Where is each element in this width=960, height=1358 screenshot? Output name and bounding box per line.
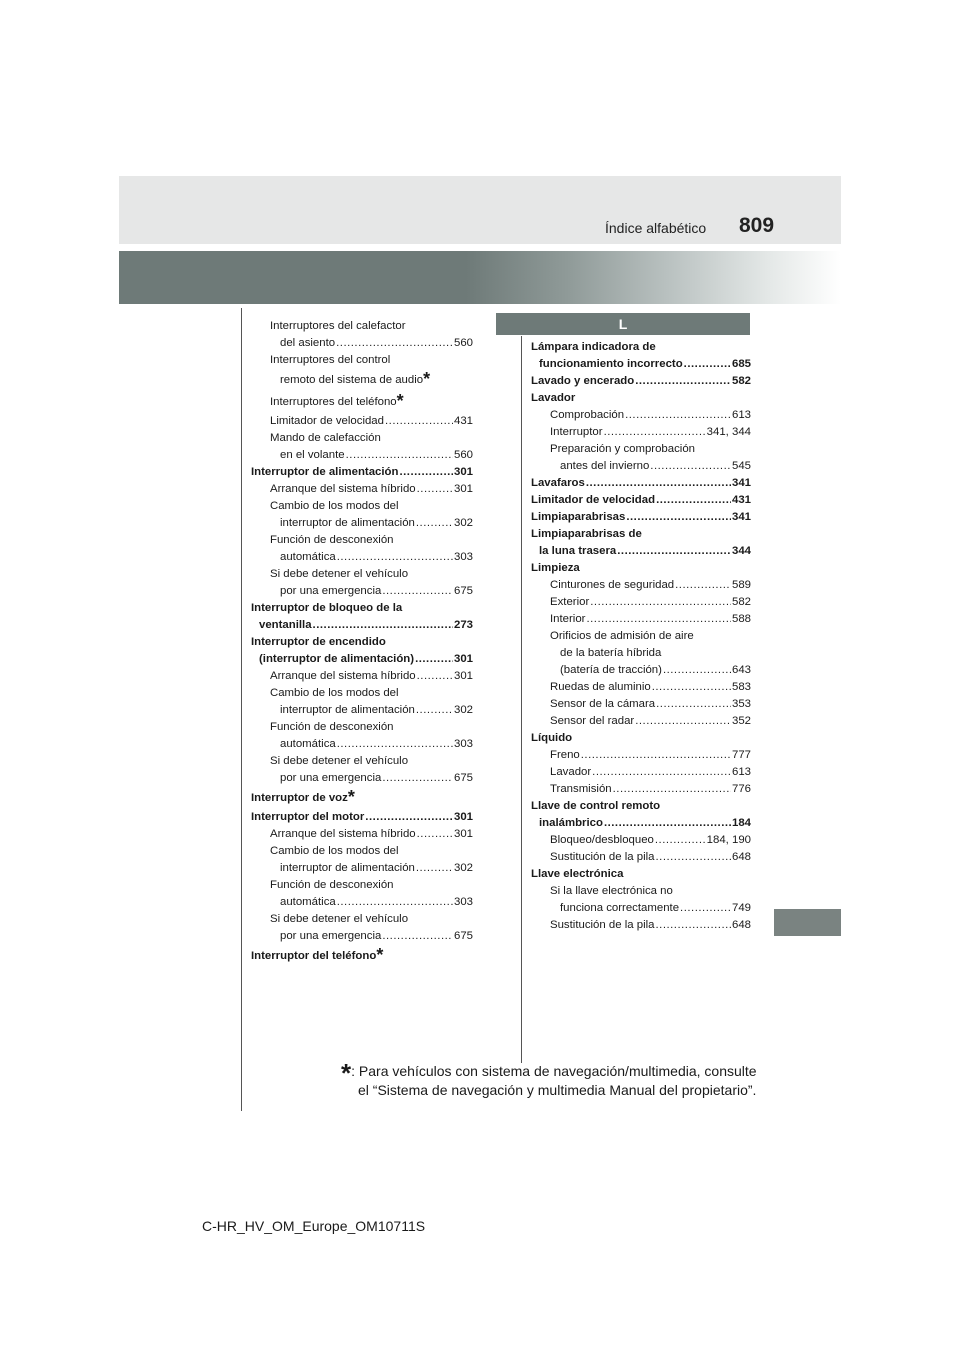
index-entry-text: Bloqueo/desbloqueo	[550, 834, 654, 846]
index-entry	[251, 668, 473, 685]
index-entry	[531, 849, 751, 866]
index-entry-text: de la batería híbrida	[560, 647, 662, 659]
index-entry-page: 589	[731, 579, 751, 591]
index-entry-text: Transmisión	[550, 783, 612, 795]
index-entry	[531, 662, 751, 679]
index-entry	[531, 883, 751, 900]
index-entry-page: 431	[453, 415, 473, 427]
document-code: C-HR_HV_OM_Europe_OM10711S	[202, 1218, 426, 1234]
index-entry	[251, 894, 473, 911]
index-entry-page: 583	[731, 681, 751, 693]
section-banner	[119, 251, 841, 304]
dot-leader	[416, 860, 453, 877]
index-entry-page: 643	[731, 664, 751, 676]
index-entry-text: funcionamiento incorrecto	[539, 358, 683, 370]
index-entry-page: 301	[453, 483, 473, 495]
footnote-star: *	[341, 1058, 352, 1088]
index-entry-page: 341	[731, 511, 751, 523]
index-entry	[251, 566, 473, 583]
dot-leader	[604, 424, 706, 441]
index-entry	[531, 764, 751, 781]
index-entry	[251, 651, 473, 668]
index-entry-text: (batería de tracción)	[560, 664, 662, 676]
index-entry	[251, 634, 473, 651]
dot-leader	[417, 826, 453, 843]
index-entry-text: Sustitución de la pila	[550, 919, 655, 931]
index-entry	[531, 356, 751, 373]
index-entry-text: Exterior	[550, 596, 590, 608]
index-entry	[531, 679, 751, 696]
dot-leader	[337, 736, 453, 753]
dot-leader	[382, 583, 453, 600]
index-entry-text: Sensor de la cámara	[550, 698, 656, 710]
index-entry-text: Lámpara indicadora de	[531, 341, 656, 353]
index-entry	[251, 515, 473, 532]
index-entry-text: Lavador	[550, 766, 592, 778]
index-entry-text: Lavador	[531, 392, 576, 404]
dot-leader	[655, 849, 731, 866]
dot-leader	[635, 373, 731, 390]
index-entry-text: (interruptor de alimentación)	[259, 653, 415, 665]
dot-leader	[581, 747, 731, 764]
index-entry	[251, 860, 473, 877]
index-entry	[531, 628, 751, 645]
index-entry	[251, 335, 473, 352]
index-entry-text: funciona correctamente	[560, 902, 680, 914]
index-entry-text: Si debe detener el vehículo	[270, 568, 409, 580]
index-entry-text: Arranque del sistema híbrido	[270, 483, 416, 495]
index-entry-page: 613	[731, 766, 751, 778]
dot-leader	[337, 894, 453, 911]
left-divider	[241, 308, 242, 1111]
index-entry-page: 184	[731, 817, 751, 829]
index-entry-page: 560	[453, 449, 473, 461]
index-entry-text: Llave de control remoto	[531, 800, 661, 812]
index-entry-page: 341, 344	[706, 426, 751, 438]
dot-leader	[346, 447, 453, 464]
footnote	[341, 1058, 757, 1100]
index-entry-text: automática	[280, 896, 336, 908]
dot-leader	[650, 458, 731, 475]
index-entry-text: Interruptor de alimentación	[251, 466, 399, 478]
index-entry-page: 301	[453, 670, 473, 682]
index-entry	[251, 736, 473, 753]
index-entry	[531, 611, 751, 628]
dot-leader	[313, 617, 453, 634]
index-entry-text: Función de desconexión	[270, 721, 394, 733]
index-entry	[531, 407, 751, 424]
index-entry-text: Cambio de los modos del	[270, 500, 399, 512]
index-entry	[251, 481, 473, 498]
index-entry	[251, 532, 473, 549]
left-index-column	[251, 318, 473, 967]
index-entry	[531, 594, 751, 611]
thumb-index-tab	[774, 909, 841, 936]
index-entry-page: 303	[453, 896, 473, 908]
dot-leader	[382, 928, 453, 945]
dot-leader	[415, 651, 453, 668]
index-entry	[531, 424, 751, 441]
dot-leader	[613, 781, 731, 798]
index-entry	[531, 475, 751, 492]
right-index-column	[531, 339, 751, 934]
index-entry-page: 648	[731, 919, 751, 931]
section-letter-header: L	[496, 313, 750, 335]
dot-leader	[652, 679, 731, 696]
index-entry-page: 353	[731, 698, 751, 710]
index-entry	[531, 781, 751, 798]
index-entry-text: Interruptor de encendido	[251, 636, 386, 648]
index-entry	[531, 815, 751, 832]
index-entry-text: Limpieza	[531, 562, 580, 574]
index-entry-page: 777	[731, 749, 751, 761]
index-entry	[531, 747, 751, 764]
dot-leader	[337, 549, 453, 566]
index-entry-text: Limpiaparabrisas de	[531, 528, 642, 540]
dot-leader	[656, 492, 731, 509]
index-entry-text: la luna trasera	[539, 545, 617, 557]
dot-leader	[399, 464, 453, 481]
index-entry-text: Función de desconexión	[270, 879, 394, 891]
index-entry	[531, 713, 751, 730]
index-entry-text: Lavado y encerado	[531, 375, 635, 387]
index-entry-page: 582	[731, 596, 751, 608]
dot-leader	[675, 577, 731, 594]
footnote-marker: *	[396, 391, 404, 411]
index-entry-text: Sustitución de la pila	[550, 851, 655, 863]
index-entry-text: Cinturones de seguridad	[550, 579, 675, 591]
index-entry-text: automática	[280, 551, 336, 563]
index-entry-page: 675	[453, 930, 473, 942]
index-entry	[251, 843, 473, 860]
index-entry-text: Llave electrónica	[531, 868, 624, 880]
index-entry-page: 341	[731, 477, 751, 489]
index-entry-text: Líquido	[531, 732, 573, 744]
index-entry-text: Cambio de los modos del	[270, 687, 399, 699]
index-entry-text: Si debe detener el vehículo	[270, 755, 409, 767]
dot-leader	[617, 543, 731, 560]
index-entry	[251, 685, 473, 702]
index-entry	[531, 390, 751, 407]
index-entry-text: Interior	[550, 613, 586, 625]
index-entry	[251, 318, 473, 335]
header-title: Índice alfabético	[605, 220, 707, 236]
index-entry	[251, 719, 473, 736]
index-entry	[251, 753, 473, 770]
index-entry-page: 431	[731, 494, 751, 506]
index-entry-page: 302	[453, 862, 473, 874]
index-entry-text: automática	[280, 738, 336, 750]
footnote-line-1: *: Para vehículos con sistema de navegación/multimedia, consulte	[341, 1058, 757, 1088]
footnote-marker: *	[423, 369, 431, 389]
index-entry	[531, 560, 751, 577]
index-entry-text: Lavafaros	[531, 477, 585, 489]
index-entry	[531, 339, 751, 356]
index-entry-page: 301	[453, 653, 473, 665]
index-entry	[251, 464, 473, 481]
dot-leader	[382, 770, 453, 787]
dot-leader	[586, 611, 731, 628]
index-entry-text: Interruptores del calefactor	[270, 320, 406, 332]
index-entry	[531, 458, 751, 475]
index-entry-text: Interruptor de voz	[251, 792, 348, 804]
index-entry-text: Limpiaparabrisas	[531, 511, 626, 523]
index-entry-text: Interruptores del control	[270, 354, 391, 366]
index-entry	[531, 577, 751, 594]
index-entry	[251, 928, 473, 945]
index-entry	[251, 617, 473, 634]
dot-leader	[663, 662, 731, 679]
index-entry-page: 301	[453, 466, 473, 478]
index-entry-text: Comprobación	[550, 409, 625, 421]
dot-leader	[586, 475, 731, 492]
dot-leader	[417, 481, 453, 498]
index-entry-page: 648	[731, 851, 751, 863]
index-entry	[531, 543, 751, 560]
index-entry	[531, 798, 751, 815]
index-entry-text: del asiento	[280, 337, 336, 349]
index-entry-page: 303	[453, 738, 473, 750]
index-entry-page: 273	[453, 619, 473, 631]
index-entry-page: 302	[453, 517, 473, 529]
index-entry	[251, 770, 473, 787]
index-entry-page: 685	[731, 358, 751, 370]
index-entry	[251, 413, 473, 430]
dot-leader	[385, 413, 453, 430]
index-entry	[531, 441, 751, 458]
index-entry	[251, 877, 473, 894]
index-entry	[251, 583, 473, 600]
index-entry-text: Arranque del sistema híbrido	[270, 670, 416, 682]
index-entry-text: Interruptor del motor	[251, 811, 365, 823]
index-entry-text: Si la llave electrónica no	[550, 885, 673, 897]
index-entry	[251, 702, 473, 719]
dot-leader	[625, 407, 731, 424]
index-entry-text: Limitador de velocidad	[531, 494, 656, 506]
index-entry	[251, 809, 473, 826]
index-entry	[251, 352, 473, 369]
index-entry-page: 302	[453, 704, 473, 716]
dot-leader	[626, 509, 731, 526]
index-entry-text: interruptor de alimentación	[280, 704, 415, 716]
footnote-line-2: el “Sistema de navegación y multimedia Manual del propietario”.	[358, 1082, 757, 1098]
index-entry	[531, 900, 751, 917]
index-entry-page: 776	[731, 783, 751, 795]
dot-leader	[656, 696, 731, 713]
index-entry-text: en el volante	[280, 449, 345, 461]
index-entry-page: 582	[731, 375, 751, 387]
index-entry-page: 301	[453, 828, 473, 840]
page-number: 809	[739, 214, 775, 237]
index-entry-text: Interruptor del teléfono	[251, 950, 377, 962]
index-entry	[251, 911, 473, 928]
dot-leader	[590, 594, 731, 611]
index-entry	[531, 645, 751, 662]
index-entry-text: por una emergencia	[280, 585, 382, 597]
index-entry-text: Interruptor	[550, 426, 603, 438]
index-entry-page: 301	[453, 811, 473, 823]
dot-leader	[592, 764, 731, 781]
index-entry	[251, 826, 473, 843]
index-entry	[531, 917, 751, 934]
index-entry-text: ventanilla	[259, 619, 312, 631]
index-entry	[531, 526, 751, 543]
index-entry	[251, 787, 473, 809]
index-entry	[251, 549, 473, 566]
dot-leader	[365, 809, 453, 826]
dot-leader	[416, 515, 453, 532]
index-entry-text: Preparación y comprobación	[550, 443, 695, 455]
index-entry-page: 344	[731, 545, 751, 557]
index-entry-page: 675	[453, 585, 473, 597]
dot-leader	[680, 900, 731, 917]
index-entry-text: antes del invierno	[560, 460, 650, 472]
dot-leader	[604, 815, 731, 832]
dot-leader	[655, 832, 706, 849]
dot-leader	[684, 356, 731, 373]
index-entry-page: 352	[731, 715, 751, 727]
index-entry-page: 184, 190	[706, 834, 751, 846]
index-entry-text: Orificios de admisión de aire	[550, 630, 694, 642]
index-entry-page: 749	[731, 902, 751, 914]
footnote-marker: *	[376, 945, 384, 965]
index-entry	[531, 730, 751, 747]
index-entry-text: Interruptores del teléfono	[270, 396, 397, 408]
footnote-marker: *	[347, 787, 355, 807]
index-entry-text: por una emergencia	[280, 772, 382, 784]
index-entry-text: Interruptor de bloqueo de la	[251, 602, 403, 614]
index-entry-text: remoto del sistema de audio	[280, 374, 424, 386]
index-entry-text: Freno	[550, 749, 580, 761]
index-entry-page: 560	[453, 337, 473, 349]
index-entry-text: por una emergencia	[280, 930, 382, 942]
index-entry-text: Limitador de velocidad	[270, 415, 384, 427]
index-entry	[251, 945, 473, 967]
index-entry	[251, 369, 473, 391]
header-band	[119, 176, 841, 244]
index-entry-page: 613	[731, 409, 751, 421]
index-entry	[251, 600, 473, 617]
index-entry-text: Función de desconexión	[270, 534, 394, 546]
index-entry	[531, 492, 751, 509]
index-entry-text: Si debe detener el vehículo	[270, 913, 409, 925]
index-entry-text: Arranque del sistema híbrido	[270, 828, 416, 840]
index-entry-page: 303	[453, 551, 473, 563]
index-entry	[531, 373, 751, 390]
index-entry-text: inalámbrico	[539, 817, 603, 829]
middle-divider	[521, 336, 522, 1063]
index-entry	[531, 866, 751, 883]
index-entry-text: Sensor del radar	[550, 715, 635, 727]
index-entry	[251, 391, 473, 413]
index-entry	[531, 832, 751, 849]
index-entry	[251, 498, 473, 515]
dot-leader	[655, 917, 731, 934]
index-entry-page: 545	[731, 460, 751, 472]
index-entry-text: interruptor de alimentación	[280, 862, 415, 874]
index-entry-text: Mando de calefacción	[270, 432, 381, 444]
dot-leader	[336, 335, 453, 352]
dot-leader	[417, 668, 453, 685]
index-entry-text: Ruedas de aluminio	[550, 681, 651, 693]
dot-leader	[635, 713, 731, 730]
index-entry	[251, 430, 473, 447]
index-entry	[251, 447, 473, 464]
index-entry-text: interruptor de alimentación	[280, 517, 415, 529]
index-entry-page: 588	[731, 613, 751, 625]
dot-leader	[416, 702, 453, 719]
index-entry	[531, 696, 751, 713]
index-entry-text: Cambio de los modos del	[270, 845, 399, 857]
index-entry	[531, 509, 751, 526]
index-entry-page: 675	[453, 772, 473, 784]
